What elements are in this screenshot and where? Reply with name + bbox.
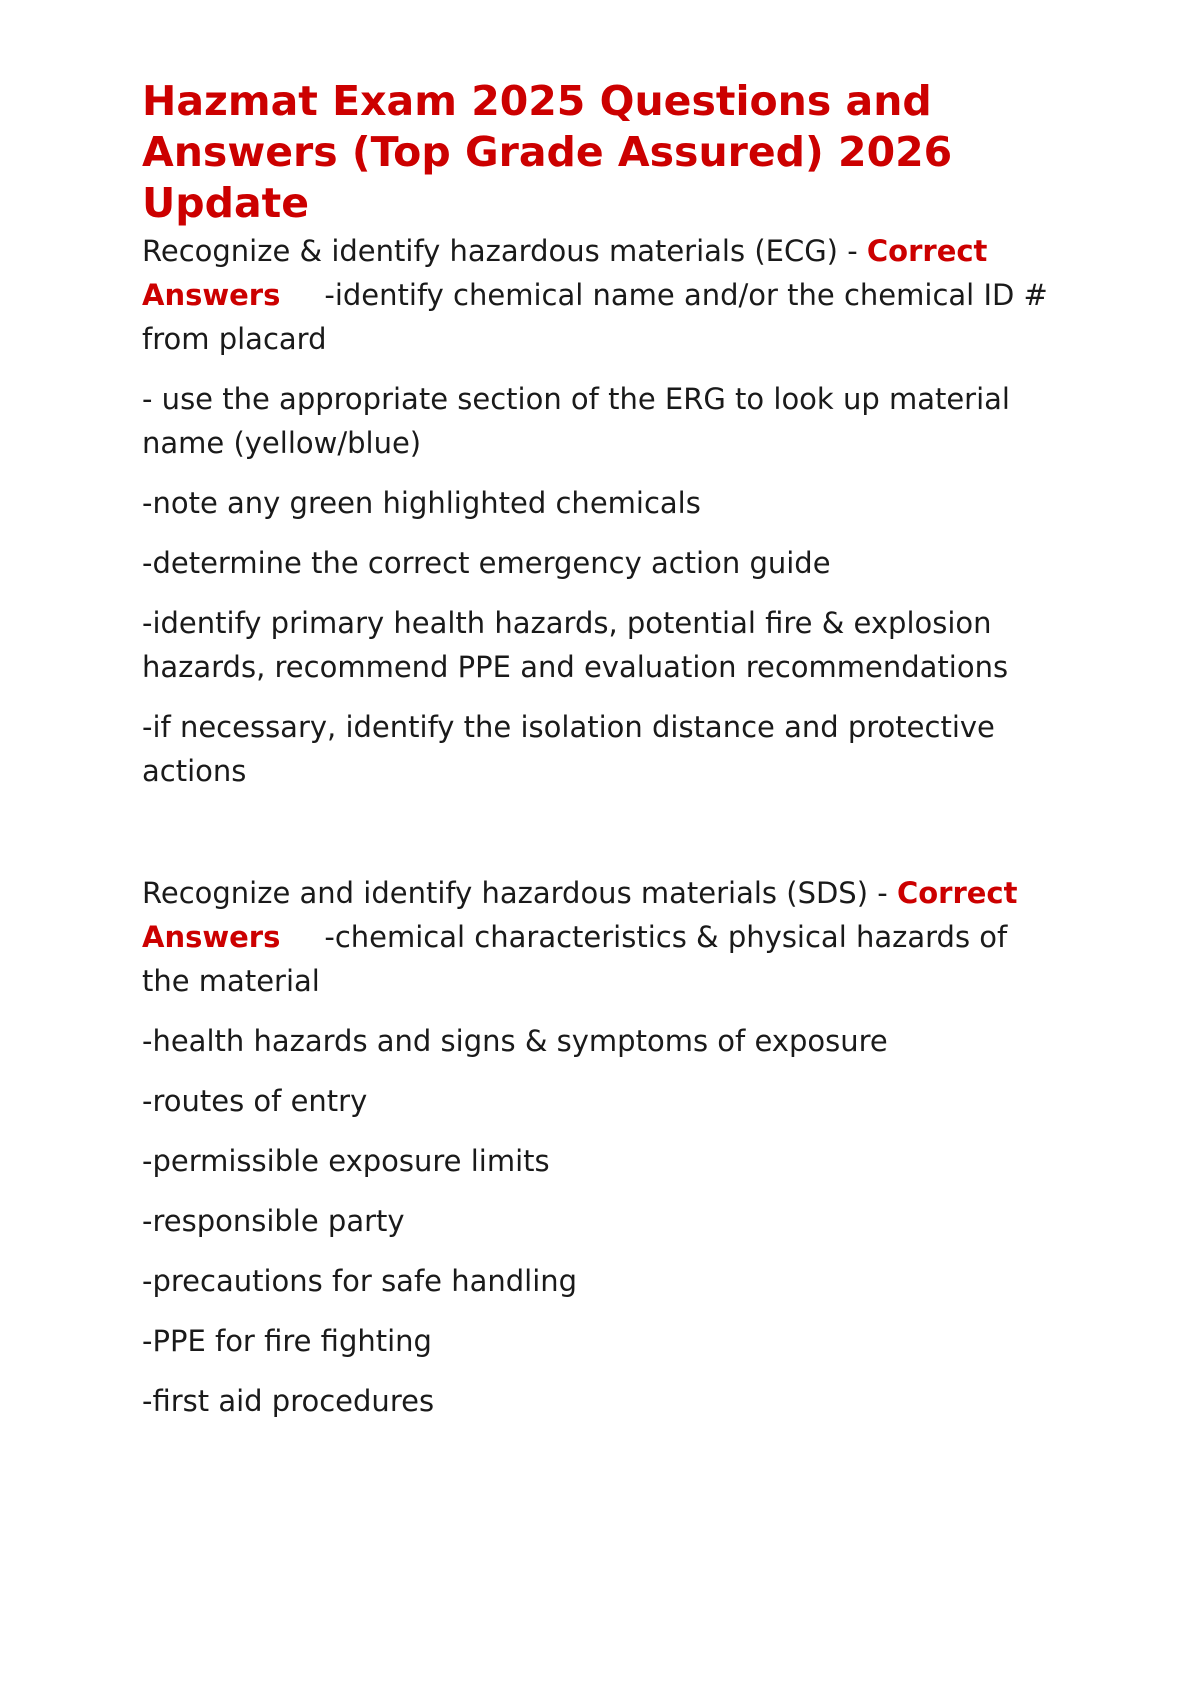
answer-item: -note any green highlighted chemicals <box>142 486 701 520</box>
answer-item: -health hazards and signs & symptoms of exposure <box>142 1024 888 1058</box>
answer-item: -identify primary health hazards, potential fire & explosion hazards, recommend PPE and evaluation recommendations <box>142 606 1009 684</box>
qa-block-sds <box>142 871 1062 1423</box>
answer-item: - use the appropriate section of the ERG to look up material name (yellow/blue) <box>142 382 1010 460</box>
answer-item: -routes of entry <box>142 1084 368 1118</box>
answer-item: -permissible exposure limits <box>142 1144 550 1178</box>
correct-answers-label: Correct Answers <box>142 876 1018 954</box>
answer-item: -PPE for fire fighting <box>142 1324 432 1358</box>
question-text: Recognize and identify hazardous materials (SDS) - <box>142 876 888 910</box>
question-paragraph <box>142 229 1062 361</box>
answer-item: -responsible party <box>142 1204 405 1238</box>
first-answer-text: -chemical characteristics & physical hazards of the material <box>142 920 1008 998</box>
document-page <box>142 76 1062 1423</box>
answer-item: -determine the correct emergency action guide <box>142 546 831 580</box>
answer-item: -if necessary, identify the isolation distance and protective actions <box>142 710 995 788</box>
answer-item: -precautions for safe handling <box>142 1264 578 1298</box>
correct-answers-label: Correct Answers <box>142 234 988 312</box>
document-title: Hazmat Exam 2025 Questions and Answers (Top Grade Assured) 2026 Update <box>142 77 953 227</box>
answer-item: -first aid procedures <box>142 1384 435 1418</box>
first-answer-text: -identify chemical name and/or the chemical ID # from placard <box>142 278 1048 356</box>
question-paragraph <box>142 871 1062 1003</box>
question-text: Recognize & identify hazardous materials (ECG) - <box>142 234 858 268</box>
qa-block-ecg <box>142 229 1062 793</box>
